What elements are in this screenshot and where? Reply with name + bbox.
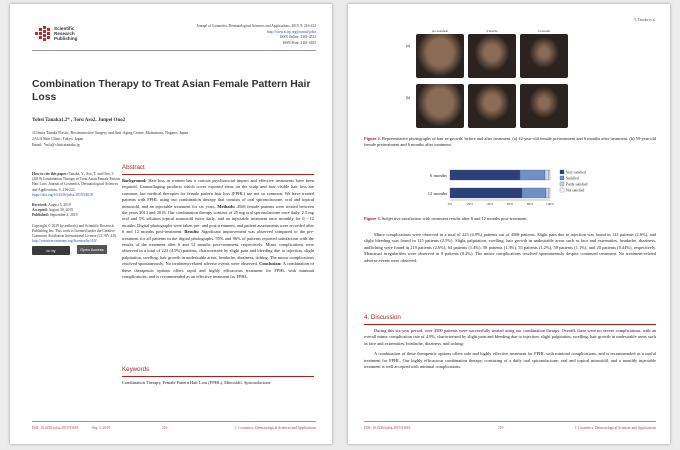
page-1	[10, 4, 332, 444]
author-list: Yohei Tanaka1,2* , Toru Aso2, Junpei Ono2	[32, 118, 126, 123]
abstract-divider	[122, 174, 314, 175]
tick-label: 20%	[466, 202, 474, 206]
abstract-section	[122, 164, 314, 281]
scirp-logo-icon	[34, 25, 52, 43]
journal-name: Journal of Cosmetics, Dermatological Sciences and Applications, 2019, 9, 216-222	[196, 24, 316, 28]
methods-text: 4568 female patients were treated between the years 2013 and 2018. Our combination therapy consists of 25 mg oral spironolactone once daily, 2.5 mg oral and 5% solution topical minoxidil twice daily, and an injectable treatment once monthly for 6 - 12 months. Digital photographs were taken pre- and post-treatment, and patient assessments were recorded after 6 and 12 months post-treatment.	[122, 203, 314, 235]
affiliation-item: 1Clinica Tanaka Plastic, Reconstructive Surgery and Anti-Aging Center, Matsumoto, Nagano, Japan	[32, 131, 189, 135]
article-sidebar	[32, 172, 120, 260]
background-text: Hair loss in women has a various psychosocial impact and effective treatments have been required. Camouflaging products which cover exposed areas on the scalp and hair visible hair loss are common, but medical therapies for female pattern hair loss (FPHL) are not so common. We have treated patients with FPHL using our combination therapy that consists of oral spironolactone, oral and topical minoxidil, and an injectable treatment for six years.	[122, 178, 314, 209]
footer-doi: DOI: 10.4236/jcdsa.2019.93018	[364, 426, 411, 430]
issn-print: ISSN Print: 2161-4105	[282, 40, 316, 45]
journal-info	[197, 24, 316, 46]
published-label: Published:	[32, 213, 49, 218]
footer-date: Sep. 3, 2019	[92, 426, 110, 430]
keywords-heading: Keywords	[122, 366, 150, 373]
figure-2-text: Representative photographs of hair re-growth, before and after treatment. (a) 42-year-old female pretreatment and 6 months after treatment. (b) 59-year-old female pretreatment and 6 months after treatment.	[364, 136, 657, 148]
satisfaction-chart	[418, 164, 608, 212]
running-head: Y. Tanaka et al.	[633, 18, 656, 22]
category-label: 6 months	[430, 173, 447, 179]
discussion-section	[364, 314, 656, 374]
legend-swatch	[560, 182, 564, 186]
figure-3-caption	[364, 216, 656, 222]
bar-segment	[450, 188, 522, 198]
scalp-photo	[520, 29, 568, 78]
affiliation-item: 2AGA Skin Clinic, Tokyo, Japan	[32, 137, 84, 141]
accepted-date: August 30, 2019	[48, 208, 73, 213]
discussion-heading: 4. Discussion	[364, 314, 401, 321]
abstract-heading: Abstract	[122, 164, 145, 171]
page-2	[348, 4, 670, 444]
bar-segment	[450, 170, 520, 180]
results-text: Significant improvement was observed compared to the pre-treatment for all patients in the digital photographs. 95% and 96% of patients reported satisfaction with the results of the treatment after 6 and 12 months post-treatment, respectively. Minor complications were observed in a total of 223 (4.9%) patients, characterized by slight pain and bleeding due to injection, slight palpitation, swelling, hair growth in undesirable areas, headache, dizziness, itching. The minor complications resolved spontaneously. No treatment-related adverse events were observed.	[122, 229, 315, 267]
keywords-text: Combination Therapy, Female Pattern Hair Loss (FPHL), Minoxidil, Spironolactone	[122, 380, 271, 385]
cite-text: Tanaka, Y., Aso, T. and Ono, J. (2019) Combination Therapy to Treat Asian Female Pattern Hair Loss. Journal of Cosmetics, Dermatological Sciences and Applications, 9, 216-222.	[32, 172, 120, 192]
affiliation-email: Email: *info@clinicatanaka.jp	[32, 143, 80, 147]
bar-segment	[522, 188, 546, 198]
footer-doi: DOI: 10.4236/jcdsa.2019.93018	[32, 426, 79, 430]
legend-label: Not satisfied	[566, 188, 585, 193]
scalp-photo	[468, 29, 516, 78]
cite-block	[32, 172, 120, 198]
footer-journal: J. Cosmetics, Dermatological Sciences and Applications	[575, 426, 656, 430]
tick-label: 80%	[526, 202, 534, 206]
figure-2-caption	[364, 136, 656, 148]
publisher-line: Publishing	[54, 36, 78, 42]
category-label: 12 months	[427, 191, 447, 197]
figure-2-photos	[406, 28, 616, 132]
satisfaction-chart-svg	[418, 164, 608, 212]
tick-label: 40%	[486, 202, 494, 206]
header-divider	[32, 50, 316, 51]
keywords-section	[122, 366, 314, 386]
discussion-body	[364, 328, 656, 370]
row-label: (b)	[406, 96, 411, 100]
affiliations	[32, 130, 188, 148]
received-date: August 5, 2019	[48, 203, 71, 208]
discussion-paragraph: A combination of these therapeutic options offers safe and highly effective treatment for FPHL with minimal complications, and is recommended as a useful treatment for FPHL. Our highly efficacious combination therapy, consisting of a daily oral spironolactone, oral and topical minoxidil, and a monthly injectable treatment is well accepted with minimal complications.	[364, 351, 656, 370]
background-label: Background:	[122, 178, 147, 183]
footer-divider	[32, 421, 316, 422]
bar-segment	[549, 170, 550, 180]
results-paragraph	[364, 232, 656, 268]
figure-2-label: Figure 2.	[364, 136, 381, 141]
scalp-photo	[416, 29, 464, 78]
bar-segment	[545, 170, 549, 180]
license-url-link[interactable]: http://creativecommons.org/licenses/by/4.0/	[32, 239, 97, 244]
tick-label: 60%	[506, 202, 514, 206]
legend-swatch	[560, 188, 564, 192]
paper-title: Combination Therapy to Treat Asian Female Pattern Hair Loss	[32, 79, 311, 103]
open-access-badge: Open Access	[77, 245, 107, 254]
footer-journal: J. Cosmetics, Dermatological Sciences and Applications	[235, 426, 316, 430]
discussion-paragraph: During this six-year period, over 4500 patients were successfully treated using our combination therapy. Overall, there were no severe complications, with an overall minor complication rate of 4.9%, characterized by slight pain and bleeding due to injection, slight palpitation, swelling, hair growth in undesirable areas such as face and extremities, headache, dizziness, and itching.	[364, 328, 656, 346]
cite-label: How to cite this paper:	[32, 172, 68, 176]
legend-label: Partly satisfied	[566, 182, 588, 187]
figure-3-label: Figure 3.	[364, 216, 381, 221]
keywords-divider	[122, 376, 314, 377]
legend-swatch	[560, 170, 564, 174]
legend-swatch	[560, 176, 564, 180]
abstract-text	[122, 178, 314, 281]
publisher-line: Research	[54, 31, 75, 37]
photo-label: pre-treatment	[431, 29, 449, 33]
tick-label: 100%	[546, 202, 554, 206]
results-text: Minor complications were observed in a total of 223 (4.9%) patients out of 4568 patients. Slight pain due to injection was found in 121 patients (2.6%), and slight bleeding was found in 115 patients (2.5%). Slight palpitation, swelling, hair growth in undesirable areas such as face and extremities, headache, dizziness, andItching were found in 119 patients (2.6%), 64 patients (1.4%), 58 patients (1.3%), 55 patients (1.2%), 50 patients (1.1%), and 20 patients (0.44%), respectively. Menstrual irregularities were observed in 9 patients (0.2%). The minor complications resolved spontaneously despite continued treatment. No treatment-related adverse events were observed.	[364, 232, 656, 263]
accepted-label: Accepted:	[32, 208, 48, 213]
journal-url-link[interactable]: http://www.scirp.org/journal/jcdsa	[266, 29, 316, 34]
scalp-photo	[416, 84, 464, 128]
published-date: September 3, 2019	[49, 213, 78, 218]
tick-label: 0%	[447, 202, 453, 206]
bar-segment	[549, 188, 550, 198]
bar-segment	[520, 170, 545, 180]
legend-label: Satisfied	[566, 176, 579, 181]
results-label: Results:	[184, 229, 200, 235]
conclusion-text: A combination of these therapeutic options offers rapid and highly efficacious treatment for FPHL with minimal complications, and is recommended as an effective treatment for FPHL.	[122, 261, 315, 280]
bar-segment	[546, 188, 549, 198]
publisher-name	[54, 26, 77, 42]
license-text: Copyright © 2019 by author(s) and Scientific Research Publishing Inc. This work is licensed under the Creative Commons Attribution International License (CC BY 4.0).	[32, 223, 118, 239]
page-number: 219	[498, 426, 504, 430]
conclusion-label: Conclusion:	[259, 261, 282, 267]
doi-link[interactable]: https://doi.org/10.4236/jcdsa.2019.93018	[32, 192, 93, 197]
photo-label: 12 months	[537, 29, 551, 33]
cc-by-badge-icon[interactable]: cc by	[32, 246, 70, 255]
photo-label: 6 months	[486, 29, 498, 33]
row-label: (a)	[406, 44, 410, 48]
discussion-divider	[364, 324, 656, 325]
footer-divider	[364, 421, 656, 422]
scalp-photo	[520, 84, 568, 128]
issn-online: ISSN Online: 2161-4512	[280, 35, 316, 40]
license-block	[32, 224, 120, 256]
legend-label: Very satisfied	[566, 170, 586, 175]
publisher-line: Scientific	[54, 26, 75, 31]
page-number: 216	[162, 426, 168, 430]
received-label: Received:	[32, 203, 48, 208]
dates-block	[32, 203, 120, 219]
scalp-photo	[468, 84, 516, 128]
methods-label: Methods:	[217, 203, 236, 209]
figure-3-text: Subjective satisfaction with treatment results after 6 and 12 months post-treatment.	[381, 216, 528, 221]
